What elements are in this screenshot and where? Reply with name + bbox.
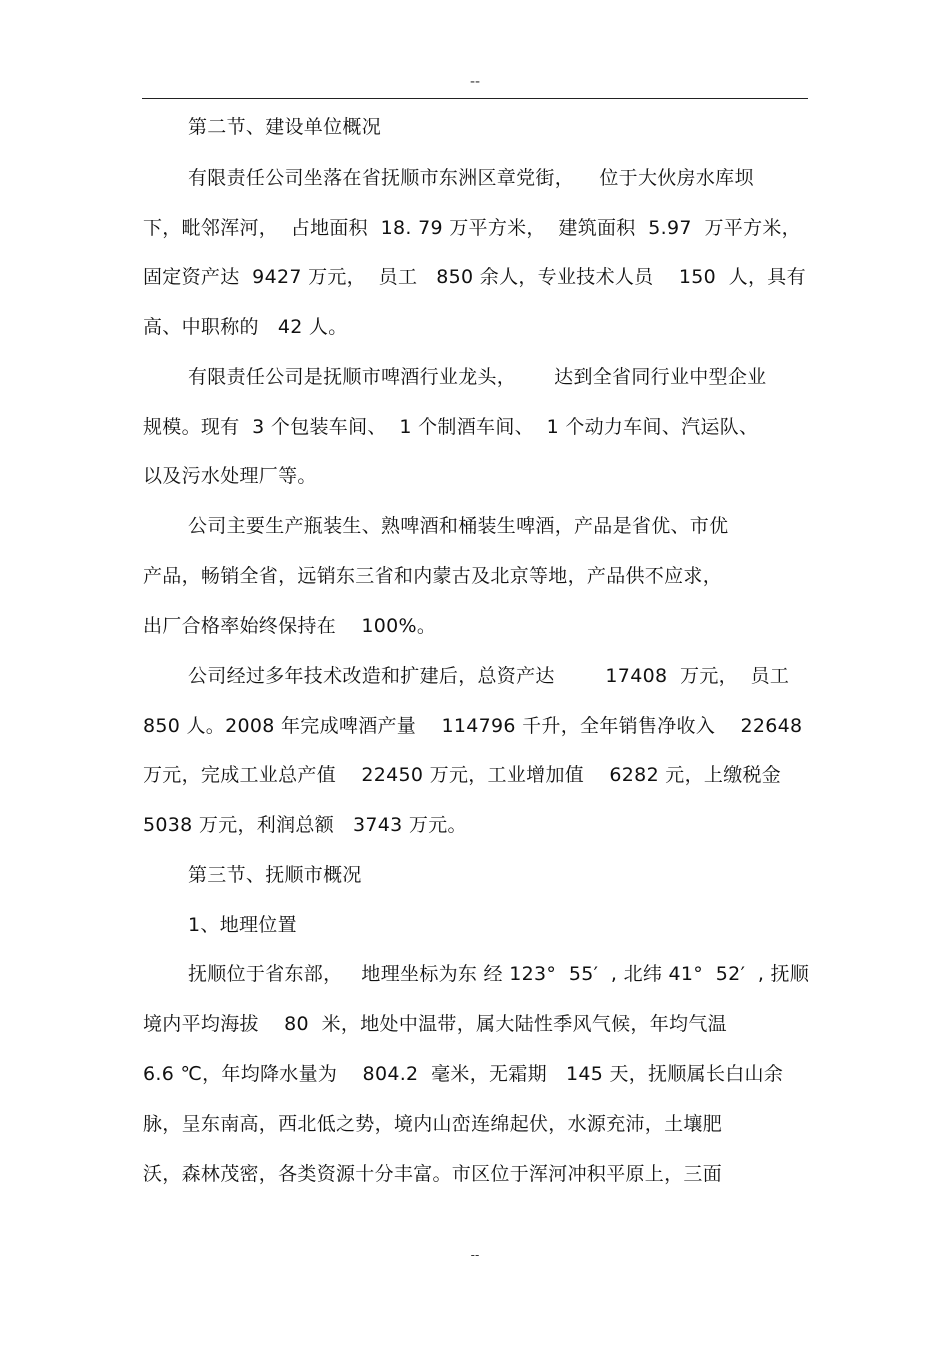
paragraph-line: 公司经过多年技术改造和扩建后，总资产达 17408 万元， 员工 <box>188 665 790 687</box>
section-heading-2: 第二节、建设单位概况 <box>188 116 382 138</box>
paragraph-line: 5038 万元，利润总额 3743 万元。 <box>143 814 467 836</box>
paragraph-line: 下，毗邻浑河， 占地面积 18. 79 万平方米， 建筑面积 5.97 万平方米， <box>143 217 801 239</box>
paragraph-line: 产品，畅销全省，远销东三省和内蒙古及北京等地，产品供不应求， <box>143 565 723 587</box>
paragraph-line: 850 人。2008 年完成啤酒产量 114796 千升，全年销售净收入 22648 <box>143 715 803 737</box>
paragraph-line: 以及污水处理厂等。 <box>143 465 317 487</box>
subsection-heading: 1、地理位置 <box>188 914 297 936</box>
paragraph-line: 6.6 ℃，年均降水量为 804.2 毫米，无霜期 145 天，抚顺属长白山余 <box>143 1063 784 1085</box>
paragraph-line: 万元，完成工业总产值 22450 万元，工业增加值 6282 元，上缴税金 <box>143 764 782 786</box>
paragraph-line: 公司主要生产瓶装生、熟啤酒和桶装生啤酒，产品是省优、市优 <box>188 515 729 537</box>
section-heading-3: 第三节、抚顺市概况 <box>188 864 362 886</box>
header-rule <box>142 98 808 99</box>
paragraph-line: 脉，呈东南高，西北低之势，境内山峦连绵起伏，水源充沛，土壤肥 <box>143 1113 723 1135</box>
paragraph-line: 出厂合格率始终保持在 100%。 <box>143 615 437 637</box>
paragraph-line: 高、中职称的 42 人。 <box>143 316 348 338</box>
paragraph-line: 沃，森林茂密，各类资源十分丰富。市区位于浑河冲积平原上，三面 <box>143 1163 723 1185</box>
paragraph-line: 抚顺位于省东部， 地理坐标为东 经 123° 55′ , 北纬 41° 52′ , 抚顺 <box>188 963 810 985</box>
paragraph-line: 规模。现有 3 个包装车间、 1 个制酒车间、 1 个动力车间、汽运队、 <box>143 416 759 438</box>
paragraph-line: 境内平均海拔 80 米，地处中温带，属大陆性季风气候，年均气温 <box>143 1013 727 1035</box>
paragraph-line: 有限责任公司坐落在省抚顺市东洲区章党街， 位于大伙房水库坝 <box>188 167 754 189</box>
paragraph-line: 固定资产达 9427 万元， 员工 850 余人，专业技术人员 150 人，具有 <box>143 266 806 288</box>
header-mark: -- <box>469 74 481 90</box>
paragraph-line: 有限责任公司是抚顺市啤酒行业龙头， 达到全省同行业中型企业 <box>188 366 767 388</box>
footer-mark: -- <box>470 1248 480 1262</box>
